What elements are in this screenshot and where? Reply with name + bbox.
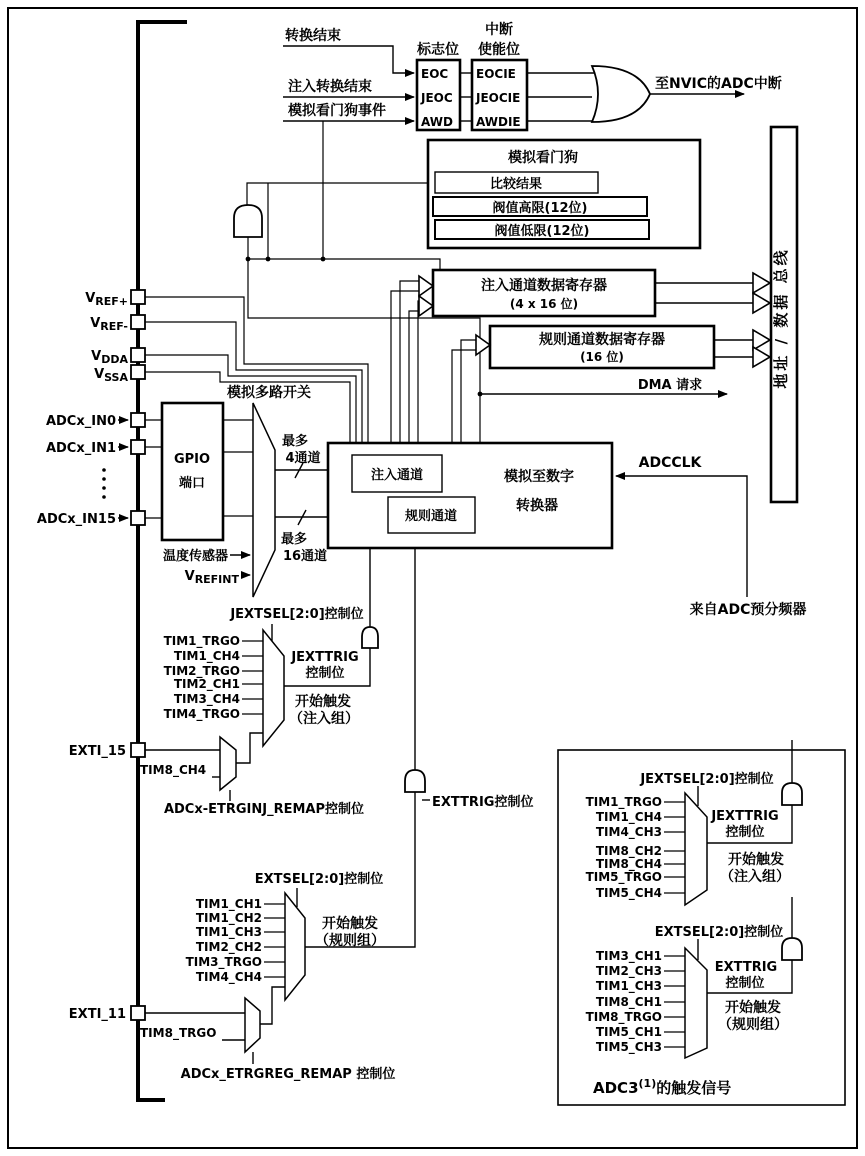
- trigger-input: TIM1_CH4: [595, 810, 662, 824]
- adc3-jexttrig-label-2: 控制位: [725, 825, 765, 840]
- interrupt-section: [285, 21, 782, 130]
- ellipsis-dot: [102, 495, 106, 499]
- adc3-jextsel-label: JEXTSEL[2:0]控制位: [640, 772, 774, 787]
- adc3-jexttrig-gate: [782, 783, 802, 805]
- adcclk-label: ADCCLK: [638, 455, 702, 471]
- exti15-pin: [131, 743, 145, 757]
- bus-arrow-icon: [753, 293, 770, 313]
- etrgreg-remap-label: ADCx_ETRGREG_REMAP 控制位: [180, 1067, 396, 1082]
- pins-section: [37, 290, 145, 1022]
- adc3-injected-inputs: [586, 795, 685, 901]
- vrefint-label: $V_{REFINT}$: [184, 569, 239, 586]
- adc3-start-injected-1: 开始触发: [728, 852, 784, 868]
- adc3-extsel-label: EXTSEL[2:0]控制位: [654, 925, 784, 940]
- trigger-input: TIM2_CH3: [595, 964, 662, 978]
- flags-title: 标志位: [417, 42, 459, 58]
- adc3-exttrig-label-2: 控制位: [725, 976, 765, 991]
- trigger-input: TIM4_CH4: [195, 970, 262, 984]
- signal-eoc-label: 转换结束: [285, 28, 341, 44]
- exttrig-label: EXTTRIG控制位: [432, 795, 534, 810]
- vdda-label: $V_{DDA}$: [91, 349, 128, 366]
- trigger-input: TIM5_CH4: [595, 886, 662, 900]
- max4-label-1: 最多: [281, 434, 309, 449]
- gpio-box: [162, 403, 223, 540]
- vdda-pin: [131, 348, 145, 362]
- ellipsis-dot: [102, 486, 106, 490]
- trigger-input: TIM1_TRGO: [163, 634, 240, 648]
- tim8-trgo-label: TIM8_TRGO: [140, 1026, 217, 1040]
- trigger-input: TIM8_TRGO: [585, 1010, 662, 1024]
- flag-eoc: EOC: [421, 67, 449, 81]
- bus-arrow-icon: [419, 296, 433, 316]
- trigger-input: TIM2_CH1: [173, 677, 240, 691]
- analog-mux-section: [162, 384, 327, 597]
- trigger-input: TIM8_CH2: [595, 844, 662, 858]
- adc3-start-regular-1: 开始触发: [725, 1000, 781, 1016]
- flag-awd: AWD: [421, 115, 453, 129]
- trigger-input: TIM8_CH4: [595, 857, 662, 871]
- watchdog-section: [234, 140, 700, 248]
- trigger-input: TIM1_CH2: [195, 911, 262, 925]
- enable-eocie: EOCIE: [476, 67, 516, 81]
- adcx-in15-label: ADCx_IN15: [36, 512, 116, 527]
- vref-plus-label: $V_{REF+}$: [85, 291, 128, 308]
- extsel-label: EXTSEL[2:0]控制位: [254, 872, 384, 887]
- exti11-pin: [131, 1006, 145, 1020]
- trigger-input: TIM3_CH1: [595, 949, 662, 963]
- trigger-input: TIM5_CH3: [595, 1040, 662, 1054]
- trigger-input: TIM1_CH1: [195, 897, 262, 911]
- vref-plus-pin: [131, 290, 145, 304]
- adcx-in15-pin: [131, 511, 145, 525]
- injected-trigger-inputs: [164, 634, 263, 722]
- adcx-in0-label: ADCx_IN0: [45, 414, 116, 429]
- adc-title-1: 模拟至数字: [504, 469, 574, 485]
- analog-mux-title: 模拟多路开关: [227, 385, 311, 401]
- regular-channels-label: 规则通道: [404, 509, 458, 524]
- etrginj-remap-label: ADCx-ETRGINJ_REMAP控制位: [163, 802, 365, 817]
- adc3-injected-mux: [685, 793, 707, 905]
- adc3-section: [558, 750, 845, 1105]
- max16-label-1: 最多: [280, 532, 308, 547]
- ellipsis-dot: [102, 468, 106, 472]
- trigger-input: TIM1_TRGO: [585, 795, 662, 809]
- regular-register-line2: (16 位): [580, 350, 624, 364]
- jextsel-label: JEXTSEL[2:0]控制位: [230, 607, 364, 622]
- adc3-regular-inputs: [586, 949, 685, 1055]
- watchdog-gate: [234, 205, 262, 237]
- bus-arrow-icon: [419, 276, 433, 296]
- injected-register-line2: (4 x 16 位): [509, 297, 579, 311]
- compare-result-label: 比较结果: [489, 177, 543, 192]
- etrgreg-remap-mux: [245, 998, 260, 1052]
- vref-minus-pin: [131, 315, 145, 329]
- max16-label-2: 16通道: [282, 549, 328, 564]
- adc-core-section: [328, 443, 806, 618]
- regular-trigger-mux: [285, 893, 305, 1000]
- jexttrig-label-1: JEXTTRIG: [291, 650, 359, 665]
- or-gate: [592, 66, 650, 122]
- trigger-input: TIM5_TRGO: [585, 870, 662, 884]
- bus-arrow-icon: [753, 273, 770, 293]
- bus-arrow-icon: [476, 335, 490, 355]
- threshold-high-label: 阀值高限(12位): [492, 201, 588, 216]
- injected-trigger-section: [140, 606, 378, 817]
- temp-sensor-label: 温度传感器: [162, 549, 228, 564]
- nvic-label: 至NVIC的ADC中断: [655, 76, 782, 92]
- enable-title-1: 中断: [485, 22, 513, 38]
- vref-minus-label: $V_{REF-}$: [90, 316, 128, 333]
- enable-awdie: AWDIE: [476, 115, 521, 129]
- gpio-label-1: GPIO: [173, 452, 211, 467]
- jexttrig-label-2: 控制位: [305, 666, 345, 681]
- exttrig-gate: [405, 770, 425, 792]
- adcx-in1-label: ADCx_IN1: [45, 441, 116, 456]
- trigger-input: TIM3_CH4: [173, 692, 240, 706]
- enable-jeocie: JEOCIE: [476, 91, 521, 105]
- start-trigger-regular-2: （规则组）: [315, 933, 385, 949]
- trigger-input: TIM8_CH1: [595, 995, 662, 1009]
- adc3-exttrig-label-1: EXTTRIG: [714, 960, 778, 975]
- trigger-input: TIM2_CH2: [195, 940, 262, 954]
- address-data-bus-label: 地址 / 数据 总线: [772, 247, 790, 389]
- vssa-pin: [131, 365, 145, 379]
- exti15-label: EXTI_15: [68, 744, 126, 759]
- adc3-caption: ADC3$^{(1)}$的触发信号: [593, 1077, 732, 1097]
- enable-title-2: 使能位: [478, 42, 520, 58]
- tim8-ch4-label: TIM8_CH4: [140, 763, 207, 777]
- prescaler-label: 来自ADC预分频器: [689, 602, 807, 618]
- adc3-exttrig-gate: [782, 938, 802, 960]
- flag-jeoc: JEOC: [421, 91, 453, 105]
- trigger-input: TIM2_TRGO: [163, 664, 240, 678]
- signal-awd-label: 模拟看门狗事件: [288, 103, 386, 119]
- bus-arrow-icon: [753, 330, 770, 350]
- bus-arrow-icon: [753, 347, 770, 367]
- threshold-low-label: 阀值低限(12位): [494, 224, 590, 239]
- watchdog-title: 模拟看门狗: [508, 150, 578, 166]
- adc3-regular-mux: [685, 948, 707, 1058]
- jexttrig-gate: [362, 627, 378, 648]
- max4-label-2: 4通道: [285, 451, 321, 466]
- adc-title-2: 转换器: [516, 498, 558, 514]
- signal-jeoc-label: 注入转换结束: [288, 79, 372, 95]
- gpio-label-2: 端口: [178, 476, 206, 491]
- adc3-jexttrig-label-1: JEXTTRIG: [711, 809, 779, 824]
- regular-trigger-inputs: [186, 897, 285, 985]
- adcx-in1-pin: [131, 440, 145, 454]
- injected-channels-label: 注入通道: [370, 468, 424, 483]
- adc3-start-regular-2: （规则组）: [718, 1017, 788, 1033]
- trigger-input: TIM1_CH4: [173, 649, 240, 663]
- ellipsis-dot: [102, 477, 106, 481]
- trigger-input: TIM5_CH1: [595, 1025, 662, 1039]
- adcx-in0-pin: [131, 413, 145, 427]
- trigger-input: TIM3_TRGO: [185, 955, 262, 969]
- trigger-input: TIM1_CH3: [595, 979, 662, 993]
- adc3-start-injected-2: （注入组）: [720, 869, 790, 885]
- etrginj-remap-mux: [220, 737, 236, 790]
- injected-register-line1: 注入通道数据寄存器: [481, 278, 607, 294]
- vssa-label: $V_{SSA}$: [94, 367, 128, 384]
- trigger-input: TIM4_TRGO: [163, 707, 240, 721]
- trigger-input: TIM4_CH3: [595, 825, 662, 839]
- start-trigger-regular-1: 开始触发: [322, 916, 378, 932]
- analog-mux: [253, 403, 275, 597]
- regular-register-line1: 规则通道数据寄存器: [539, 332, 665, 348]
- injected-trigger-mux: [263, 630, 284, 746]
- start-trigger-injected-2: （注入组）: [289, 711, 359, 727]
- dma-label: DMA 请求: [637, 378, 703, 393]
- exti11-label: EXTI_11: [68, 1007, 126, 1022]
- trigger-input: TIM1_CH3: [195, 925, 262, 939]
- start-trigger-injected-1: 开始触发: [295, 694, 351, 710]
